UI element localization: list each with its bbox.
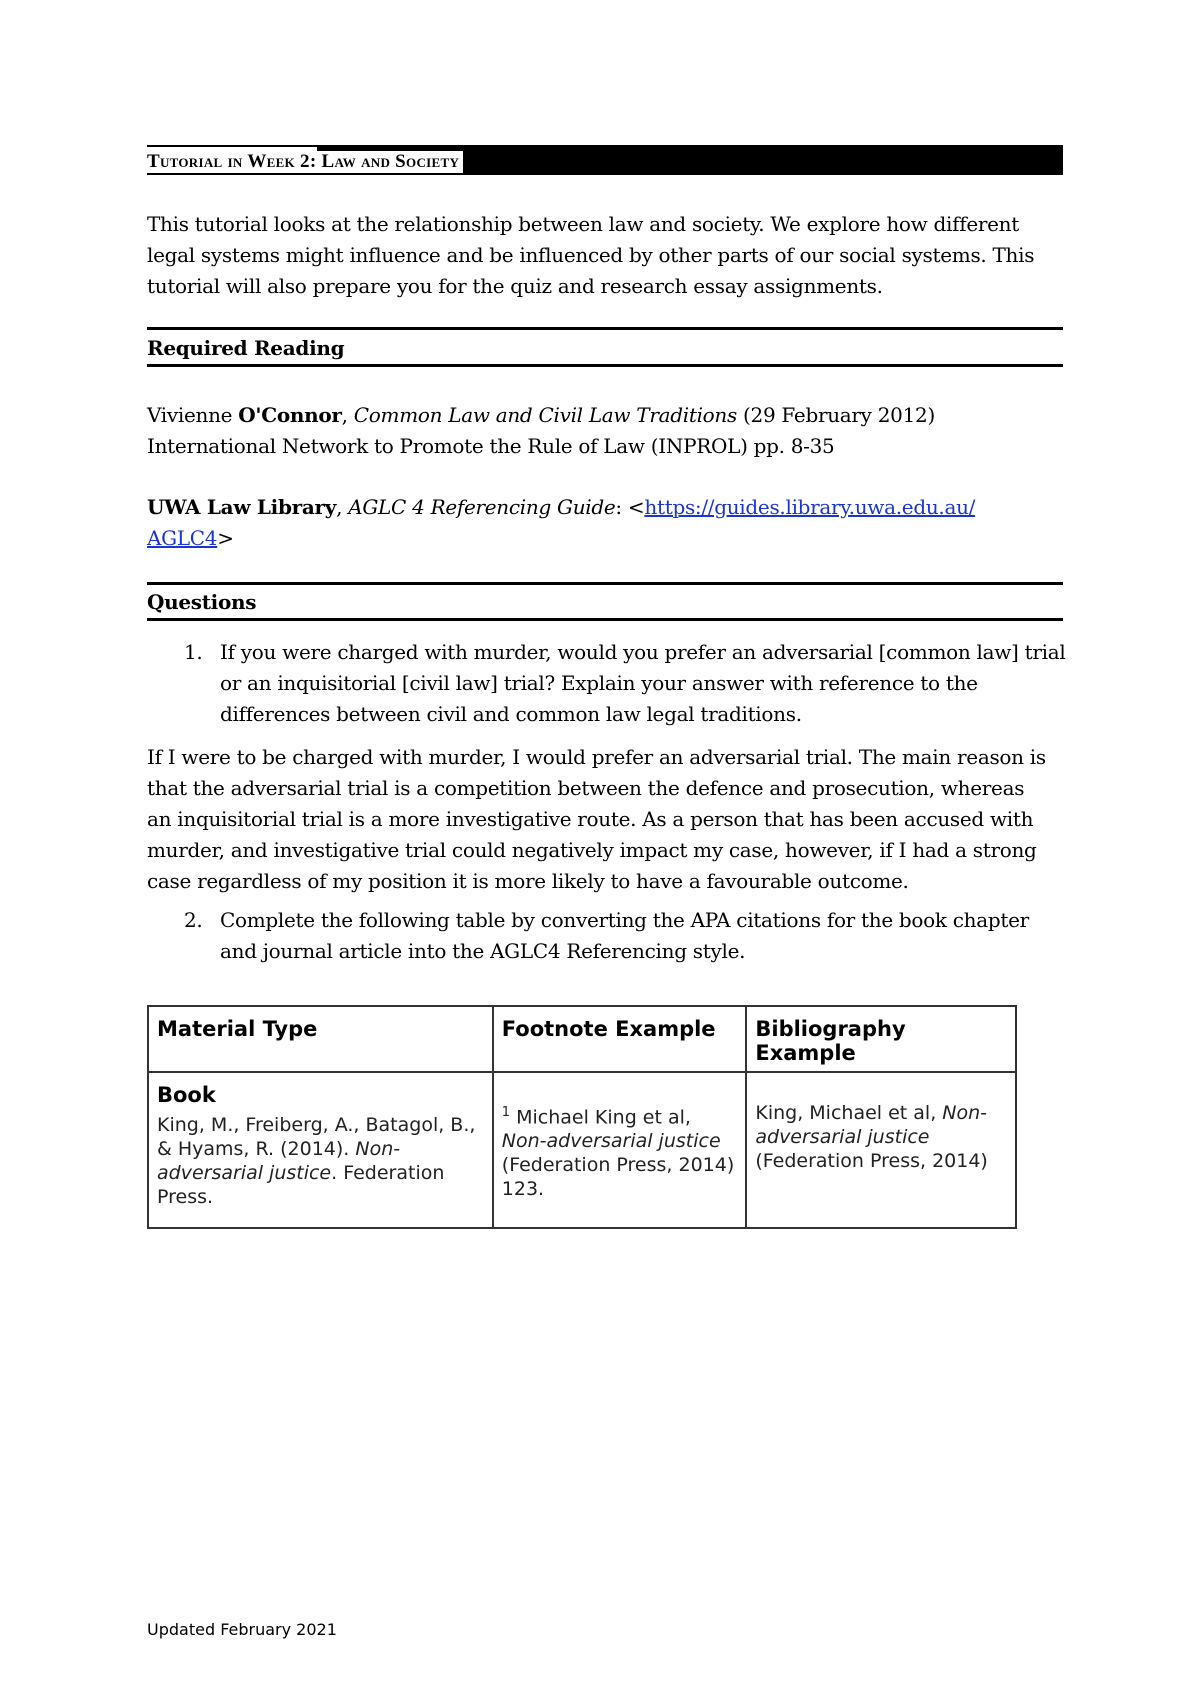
footnote-mark: 1	[501, 1105, 511, 1120]
questions-heading: Questions	[147, 590, 257, 614]
reading-reference-1	[147, 400, 967, 462]
ref2-org: UWA Law Library	[147, 495, 337, 519]
ref2-close: >	[217, 526, 234, 550]
aglc4-guide-link[interactable]: https://guides.library.uwa.edu.au/AGLC4	[147, 495, 976, 550]
ref1-title: Common Law and Civil Law Traditions	[353, 403, 737, 427]
table-header-row	[148, 1006, 1016, 1072]
header-material-type: Material Type	[148, 1006, 493, 1072]
reading-reference-2	[147, 492, 987, 554]
table-row	[148, 1072, 1016, 1228]
question-2	[147, 905, 1067, 970]
footnote-author: Michael King et al,	[510, 1106, 691, 1129]
bibliography-author: King, Michael et al,	[755, 1102, 943, 1124]
rule-questions-bottom	[147, 618, 1063, 621]
footnote-title: Non-adversarial justice	[501, 1130, 721, 1153]
apa-citation-title: Non-adversarial justice	[157, 1138, 401, 1184]
answer-1: If I were to be charged with murder, I would prefer an adversarial trial. The main reason is that the adversarial trial is a competition between the defence and prosecution, whereas an inquisitorial trial is a more investigative route. As a person that has been accused with murder, and investigative trial could negatively impact my case, however, if I had a strong case regardless of my position it is more likely to have a favourable outcome.	[147, 745, 1046, 893]
header-bibliography-example: Bibliography Example	[746, 1006, 1016, 1072]
footer-updated: Updated February 2021	[147, 1620, 337, 1639]
ref1-author-last: O'Connor	[238, 403, 342, 427]
material-type-book: Book	[157, 1083, 216, 1107]
apa-citation-pre: King, M., Freiberg, A., Batagol, B., & Hyams, R. (2014).	[157, 1114, 476, 1160]
cell-material-type	[148, 1072, 493, 1228]
ref2-title: AGLC 4 Referencing Guide	[348, 495, 616, 519]
bibliography-post: (Federation Press, 2014)	[755, 1150, 988, 1172]
footnote-post: (Federation Press, 2014) 123.	[501, 1154, 735, 1201]
question-1	[147, 637, 1067, 732]
ref1-author-first: Vivienne	[147, 403, 239, 427]
question-2-text: Complete the following table by converting the APA citations for the book chapter and journal article into the AGLC4 Referencing style.	[220, 908, 1029, 963]
question-1-text: If you were charged with murder, would you prefer an adversarial [common law] trial or an inquisitorial [civil law] trial? Explain your answer with reference to the differences between civil and common law legal traditions.	[220, 640, 1066, 726]
required-reading-heading: Required Reading	[147, 336, 345, 360]
rule-required-bottom	[147, 364, 1063, 367]
question-2-number: 2.	[184, 908, 203, 932]
ref2-colon: : <	[615, 495, 645, 519]
tutorial-banner	[147, 145, 1063, 175]
cell-footnote-example	[493, 1072, 747, 1228]
question-1-number: 1.	[184, 640, 203, 664]
ref1-rest: (29 February 2012) International Network to Promote the Rule of Law (INPROL) pp. 8-35	[147, 403, 935, 458]
rule-required-top	[147, 327, 1063, 330]
tutorial-title: Tutorial in Week 2: Law and Society	[147, 151, 463, 173]
intro-paragraph: This tutorial looks at the relationship between law and society. We explore how different legal systems might influence and be influenced by other parts of our social systems. This tutorial will also prepare you for the quiz and research essay assignments.	[147, 212, 1035, 298]
cell-bibliography-example	[746, 1072, 1016, 1228]
ref1-sep: ,	[341, 403, 354, 427]
referencing-table	[147, 1005, 1017, 1229]
bibliography-title: Non-adversarial justice	[755, 1102, 988, 1148]
header-footnote-example: Footnote Example	[493, 1006, 747, 1072]
rule-questions-top	[147, 582, 1063, 585]
ref2-sep: ,	[336, 495, 349, 519]
apa-citation-post: . Federation Press.	[157, 1162, 445, 1208]
